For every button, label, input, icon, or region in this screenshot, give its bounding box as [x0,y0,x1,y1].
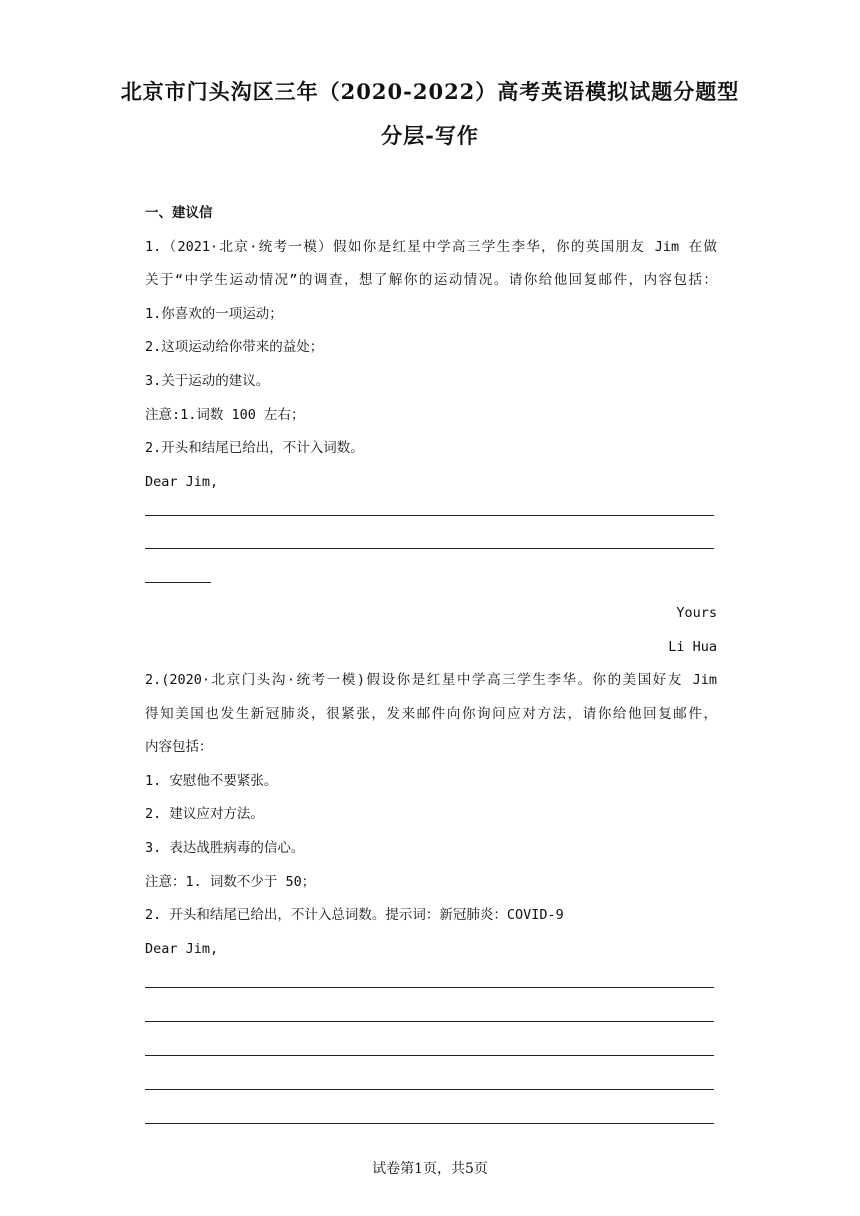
q2-note-2: 2. 开头和结尾已给出，不计入总词数。提示词：新冠肺炎：COVID-9 [145,907,564,924]
page-title-line-1: 北京市门头沟区三年（2020-2022）高考英语模拟试题分题型 [120,79,740,104]
q1-note-2: 2.开头和结尾已给出，不计入词数。 [145,440,364,457]
answer-line[interactable] [145,987,714,988]
question-1-closing [145,597,717,664]
answer-line[interactable] [145,515,714,516]
q1-salutation: Dear Jim, [145,473,219,490]
q2-item-3: 3. 表达战胜病毒的信心。 [145,839,305,856]
q2-text-line-2: 得知美国也发生新冠肺炎，很紧张，发来邮件向你询问应对方法，请你给他回复邮件， [145,705,717,722]
q1-closing: Yours [676,605,717,621]
section-heading: 一、建议信 [145,205,213,221]
question-block-2 [145,664,717,966]
question-block-1 [145,197,717,499]
answer-line[interactable] [145,1055,714,1056]
page-title-line-2: 分层-写作 [381,123,479,148]
answer-line[interactable] [145,1021,714,1022]
q1-item-1: 1.你喜欢的一项运动； [145,305,283,322]
q2-note-1: 注意：1. 词数不少于 50； [145,873,316,890]
q1-item-3: 3.关于运动的建议。 [145,372,270,389]
q1-text-line-2: 关于“中学生运动情况”的调查，想了解你的运动情况。请你给他回复邮件，内容包括： [145,272,717,289]
q1-text-line-1: 1.（2021·北京·统考一模）假如你是红星中学高三学生李华，你的英国朋友 Jim 在做 [145,238,717,255]
q1-note-1: 注意:1.词数 100 左右； [145,406,305,423]
answer-line[interactable] [145,1089,714,1090]
answer-line[interactable] [145,1123,714,1124]
q1-item-2: 2.这项运动给你带来的益处； [145,339,324,356]
q2-item-1: 1. 安慰他不要紧张。 [145,772,278,789]
q2-salutation: Dear Jim, [145,940,219,957]
q2-text-line-3: 内容包括： [145,739,213,756]
q2-item-2: 2. 建议应对方法。 [145,806,264,823]
q2-text-line-1: 2.(2020·北京门头沟·统考一模)假设你是红星中学高三学生李华。你的美国好友 Jim [145,672,717,688]
page-footer: 试卷第1页，共5页 [372,1161,488,1177]
answer-line[interactable] [145,582,211,583]
answer-line[interactable] [145,548,714,549]
q1-signature: Li Hua [668,638,717,655]
